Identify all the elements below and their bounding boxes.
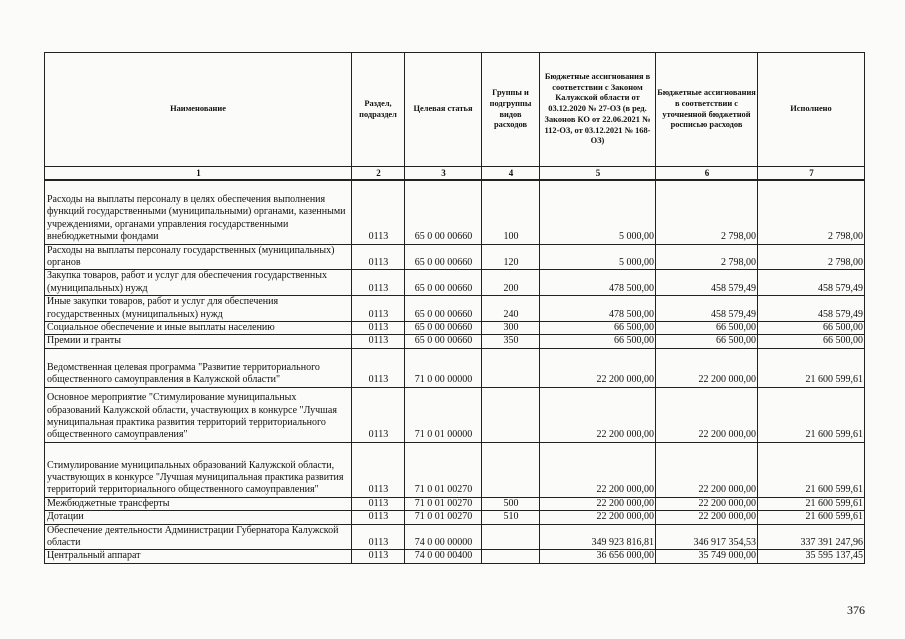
row-executed: 66 500,00 [758, 335, 865, 348]
row-refined-allocation: 35 749 000,00 [656, 550, 758, 563]
row-executed: 337 391 247,96 [758, 524, 865, 550]
row-group: 500 [482, 497, 540, 510]
row-target: 74 0 00 00400 [405, 550, 482, 563]
table-row [45, 497, 865, 510]
table-row [45, 270, 865, 296]
row-law-allocation: 22 200 000,00 [540, 348, 656, 387]
row-name: Стимулирование муниципальных образований Калужской области, участвующих в конкурсе "Лучшая муниципальная практика развития территорий территориального общественного самоуправления" [45, 442, 352, 497]
row-name: Премии и гранты [45, 335, 352, 348]
row-refined-allocation: 22 200 000,00 [656, 497, 758, 510]
row-section: 0113 [352, 387, 405, 442]
row-executed: 2 798,00 [758, 244, 865, 270]
row-section: 0113 [352, 442, 405, 497]
row-refined-allocation: 22 200 000,00 [656, 511, 758, 524]
table-row [45, 335, 865, 348]
table-row [45, 524, 865, 550]
row-name: Обеспечение деятельности Администрации Губернатора Калужской области [45, 524, 352, 550]
row-refined-allocation: 458 579,49 [656, 270, 758, 296]
row-group [482, 550, 540, 563]
row-target: 71 0 00 00000 [405, 348, 482, 387]
row-section: 0113 [352, 321, 405, 334]
row-executed: 35 595 137,45 [758, 550, 865, 563]
header-executed: Исполнено [758, 53, 865, 167]
table-row [45, 442, 865, 497]
row-refined-allocation: 2 798,00 [656, 180, 758, 244]
row-executed: 21 600 599,61 [758, 387, 865, 442]
row-executed: 2 798,00 [758, 180, 865, 244]
row-group [482, 442, 540, 497]
row-group [482, 387, 540, 442]
table-row [45, 511, 865, 524]
row-group: 100 [482, 180, 540, 244]
row-name: Расходы на выплаты персоналу в целях обеспечения выполнения функций государственными (муниципальными) органами, казенными учреждениями, органами управления государственными внебюджетными фондами [45, 180, 352, 244]
row-target: 65 0 00 00660 [405, 321, 482, 334]
row-section: 0113 [352, 296, 405, 322]
row-law-allocation: 66 500,00 [540, 335, 656, 348]
row-name: Расходы на выплаты персоналу государственных (муниципальных) органов [45, 244, 352, 270]
row-executed: 458 579,49 [758, 296, 865, 322]
row-law-allocation: 22 200 000,00 [540, 387, 656, 442]
row-target: 71 0 01 00000 [405, 387, 482, 442]
column-number: 5 [540, 167, 656, 181]
column-number: 6 [656, 167, 758, 181]
row-refined-allocation: 66 500,00 [656, 335, 758, 348]
row-executed: 21 600 599,61 [758, 442, 865, 497]
row-executed: 66 500,00 [758, 321, 865, 334]
row-law-allocation: 66 500,00 [540, 321, 656, 334]
column-number: 3 [405, 167, 482, 181]
row-group: 240 [482, 296, 540, 322]
row-law-allocation: 478 500,00 [540, 296, 656, 322]
table-row [45, 387, 865, 442]
row-refined-allocation: 2 798,00 [656, 244, 758, 270]
row-refined-allocation: 22 200 000,00 [656, 387, 758, 442]
row-refined-allocation: 22 200 000,00 [656, 348, 758, 387]
column-number: 7 [758, 167, 865, 181]
row-refined-allocation: 66 500,00 [656, 321, 758, 334]
row-law-allocation: 22 200 000,00 [540, 497, 656, 510]
row-name: Ведомственная целевая программа "Развитие территориального общественного самоуправления в Калужской области" [45, 348, 352, 387]
row-group [482, 524, 540, 550]
table-row [45, 321, 865, 334]
row-target: 74 0 00 00000 [405, 524, 482, 550]
row-section: 0113 [352, 244, 405, 270]
header-row [45, 53, 865, 167]
page-number: 376 [847, 603, 865, 617]
table-row [45, 348, 865, 387]
column-number: 2 [352, 167, 405, 181]
column-number-row [45, 167, 865, 181]
row-group: 120 [482, 244, 540, 270]
row-section: 0113 [352, 497, 405, 510]
row-name: Дотации [45, 511, 352, 524]
row-target: 71 0 01 00270 [405, 511, 482, 524]
row-section: 0113 [352, 550, 405, 563]
header-groups: Группы и подгруппы видов расходов [482, 53, 540, 167]
row-section: 0113 [352, 511, 405, 524]
table-row [45, 550, 865, 563]
row-executed: 21 600 599,61 [758, 511, 865, 524]
row-executed: 21 600 599,61 [758, 497, 865, 510]
row-group: 300 [482, 321, 540, 334]
column-number: 1 [45, 167, 352, 181]
row-law-allocation: 478 500,00 [540, 270, 656, 296]
row-executed: 21 600 599,61 [758, 348, 865, 387]
row-law-allocation: 22 200 000,00 [540, 511, 656, 524]
row-section: 0113 [352, 270, 405, 296]
row-target: 65 0 00 00660 [405, 180, 482, 244]
row-target: 65 0 00 00660 [405, 270, 482, 296]
row-group: 510 [482, 511, 540, 524]
row-law-allocation: 22 200 000,00 [540, 442, 656, 497]
row-law-allocation: 5 000,00 [540, 244, 656, 270]
column-number: 4 [482, 167, 540, 181]
row-target: 65 0 00 00660 [405, 296, 482, 322]
row-refined-allocation: 22 200 000,00 [656, 442, 758, 497]
row-law-allocation: 36 656 000,00 [540, 550, 656, 563]
table-row [45, 244, 865, 270]
row-name: Основное мероприятие "Стимулирование муниципальных образований Калужской области, участвующих в конкурсе "Лучшая муниципальная практика развития территорий территориального общественного самоуправления" [45, 387, 352, 442]
row-target: 65 0 00 00660 [405, 335, 482, 348]
row-target: 71 0 01 00270 [405, 442, 482, 497]
header-name: Наименование [45, 53, 352, 167]
row-section: 0113 [352, 348, 405, 387]
row-refined-allocation: 458 579,49 [656, 296, 758, 322]
row-refined-allocation: 346 917 354,53 [656, 524, 758, 550]
table-row [45, 180, 865, 244]
row-name: Центральный аппарат [45, 550, 352, 563]
row-group [482, 348, 540, 387]
row-section: 0113 [352, 180, 405, 244]
header-law-allocations: Бюджетные ассигнования в соответствии с Законом Калужской области от 03.12.2020 № 27-ОЗ (в ред. Законов КО от 22.06.2021 № 112-ОЗ, от 03.12.2021 № 168-ОЗ) [540, 53, 656, 167]
header-section: Раздел, подраздел [352, 53, 405, 167]
row-target: 65 0 00 00660 [405, 244, 482, 270]
row-group: 350 [482, 335, 540, 348]
row-group: 200 [482, 270, 540, 296]
header-refined-allocations: Бюджетные ассигнования в соответствии с уточненной бюджетной росписью расходов [656, 53, 758, 167]
row-section: 0113 [352, 335, 405, 348]
row-section: 0113 [352, 524, 405, 550]
budget-table [44, 52, 865, 564]
table-body [45, 180, 865, 563]
row-name: Закупка товаров, работ и услуг для обеспечения государственных (муниципальных) нужд [45, 270, 352, 296]
row-law-allocation: 349 923 816,81 [540, 524, 656, 550]
header-target: Целевая статья [405, 53, 482, 167]
row-name: Иные закупки товаров, работ и услуг для обеспечения государственных (муниципальных) нужд [45, 296, 352, 322]
row-law-allocation: 5 000,00 [540, 180, 656, 244]
row-name: Межбюджетные трансферты [45, 497, 352, 510]
table-row [45, 296, 865, 322]
row-name: Социальное обеспечение и иные выплаты населению [45, 321, 352, 334]
row-target: 71 0 01 00270 [405, 497, 482, 510]
row-executed: 458 579,49 [758, 270, 865, 296]
